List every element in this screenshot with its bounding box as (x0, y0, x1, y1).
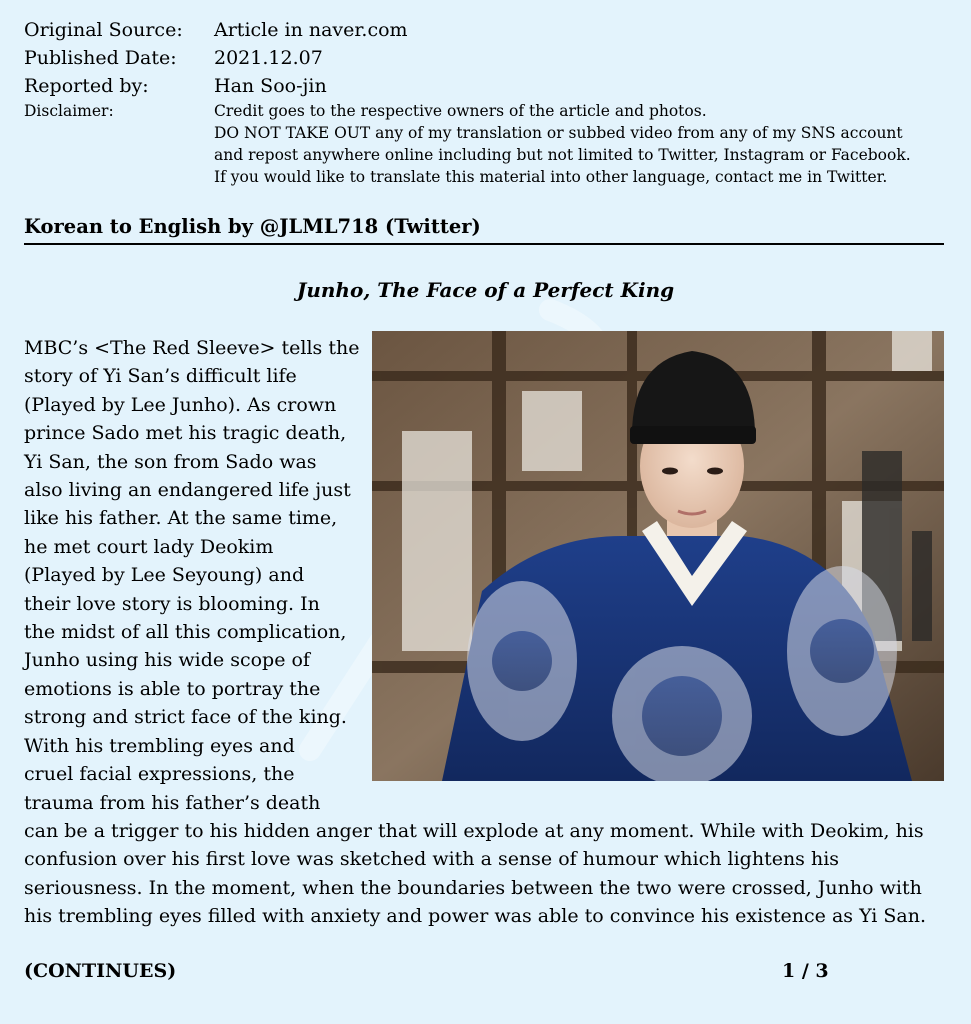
body-line: Yi San, the son from Sado was (24, 450, 317, 473)
body-line: seriousness. In the moment, when the boundaries between the two were crossed, Junho with (24, 876, 922, 899)
source-row (24, 16, 954, 44)
article-meta (24, 16, 954, 188)
reporter-label: Reported by: (24, 75, 149, 97)
body-line: (Played by Lee Junho). As crown (24, 393, 337, 416)
body-line: (Played by Lee Seyoung) and (24, 564, 305, 587)
disclaimer-row (24, 100, 954, 188)
body-line: Junho using his wide scope of (24, 649, 310, 672)
body-line: prince Sado met his tragic death, (24, 422, 347, 445)
body-line: his trembling eyes filled with anxiety and power was able to convince his existence as Yi San. (24, 905, 927, 928)
body-line: also living an endangered life just (24, 479, 351, 502)
body-line: strong and strict face of the king. (24, 706, 347, 729)
body-line: the midst of all this complication, (24, 621, 347, 644)
reporter-value: Han Soo-jin (214, 75, 327, 97)
body-line: can be a trigger to his hidden anger that will explode at any moment. While with Deokim, his (24, 819, 924, 842)
body-line: confusion over his first love was sketched with a sense of humour which lightens his (24, 848, 840, 871)
body-line: their love story is blooming. In (24, 592, 320, 615)
translator-byline: Korean to English by @JLML718 (Twitter) (24, 213, 944, 245)
date-row (24, 44, 954, 72)
body-line: trauma from his father’s death (24, 791, 321, 814)
date-label: Published Date: (24, 47, 177, 69)
disclaimer-line: Credit goes to the respective owners of the article and photos. (214, 102, 707, 120)
body-line: emotions is able to portray the (24, 677, 321, 700)
disclaimer-line: DO NOT TAKE OUT any of my translation or subbed video from any of my SNS account (214, 124, 903, 142)
body-line: he met court lady Deokim (24, 535, 274, 558)
article-headline: Junho, The Face of a Perfect King (296, 278, 675, 302)
body-line: like his father. At the same time, (24, 507, 338, 530)
source-value: Article in naver.com (214, 19, 408, 41)
body-line: MBC’s <The Red Sleeve> tells the (24, 337, 360, 359)
source-label: Original Source: (24, 19, 183, 41)
body-line: story of Yi San’s difficult life (24, 365, 297, 388)
page-number: 1 / 3 (782, 960, 829, 982)
reporter-row (24, 72, 954, 100)
disclaimer-text (214, 100, 911, 188)
body-line: cruel facial expressions, the (24, 763, 295, 786)
continues-label: (CONTINUES) (24, 960, 177, 982)
disclaimer-line: If you would like to translate this material into other language, contact me in Twitter. (214, 168, 888, 186)
disclaimer-label: Disclaimer: (24, 102, 114, 120)
disclaimer-line: and repost anywhere online including but not limited to Twitter, Instagram or Facebook. (214, 146, 911, 164)
date-value: 2021.12.07 (214, 47, 323, 69)
body-line: With his trembling eyes and (24, 734, 295, 757)
article-body (24, 334, 954, 931)
